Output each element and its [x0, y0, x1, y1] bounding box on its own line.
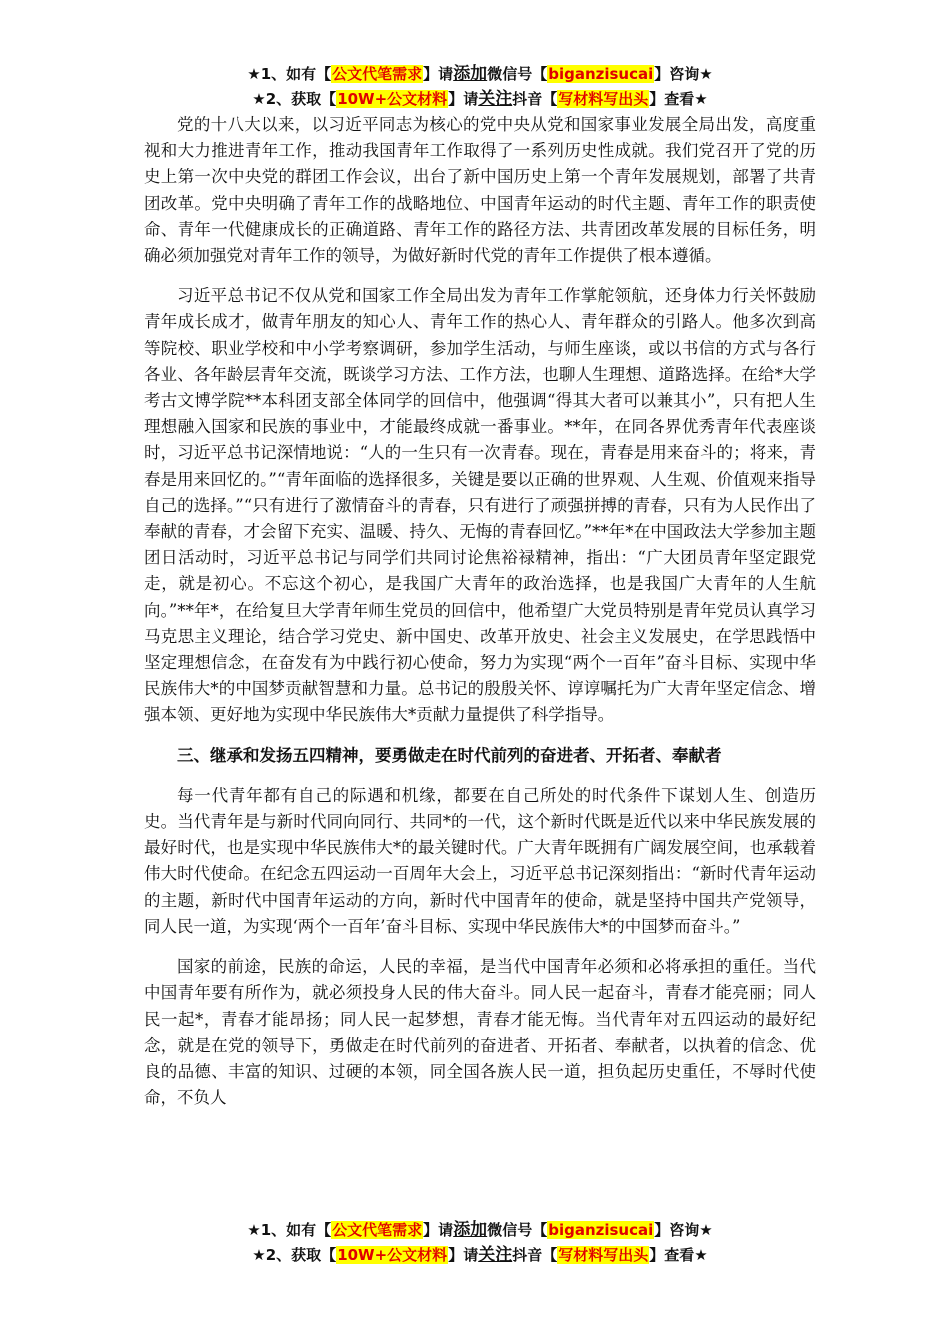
banner-text: 微信号【 [487, 65, 548, 83]
banner-text: ★2、获取【 [252, 1246, 337, 1264]
banner-douyin-id: 写材料写出头 [558, 90, 649, 108]
banner-emphasis: 添加 [453, 64, 488, 84]
banner-highlight: 10W+公文材料 [337, 90, 448, 108]
promo-banner-line-1 [144, 1218, 816, 1243]
promo-banner-line-1 [144, 62, 816, 87]
banner-text: 】查看★ [649, 1246, 708, 1264]
banner-text: 抖音【 [512, 1246, 558, 1264]
banner-text: ★1、如有【 [247, 1221, 332, 1239]
banner-text: 】咨询★ [654, 65, 713, 83]
promo-banner-line-2 [144, 87, 816, 112]
banner-text: 】查看★ [649, 90, 708, 108]
banner-text: 】咨询★ [654, 1221, 713, 1239]
promo-banner-line-2 [144, 1243, 816, 1268]
body-paragraph-3: 每一代青年都有自己的际遇和机缘，都要在自己所处的时代条件下谋划人生、创造历史。当代青年是与新时代同向同行、共同*的一代，这个新时代既是近代以来中华民族发展的最好时代，也是实现中华民族伟大*的最关键时代。广大青年既拥有广阔发展空间，也承载着伟大时代使命。在纪念五四运动一百周年大会上，习近平总书记深刻指出：“新时代青年运动的主题，新时代中国青年运动的方向，新时代中国青年的使命，就是坚持中国共产党领导，同人民一道，为实现‘两个一百年’奋斗目标、实现中华民族伟大*的中国梦而奋斗。” [144, 785, 816, 936]
banner-emphasis: 添加 [453, 1220, 488, 1240]
banner-douyin-id: 写材料写出头 [558, 1246, 649, 1264]
banner-text: ★2、获取【 [252, 90, 337, 108]
banner-text: 】请 [448, 1246, 479, 1264]
document-page [144, 62, 816, 1111]
banner-highlight: 10W+公文材料 [337, 1246, 448, 1264]
banner-highlight: 公文代笔需求 [332, 1221, 423, 1239]
banner-text: ★1、如有【 [247, 65, 332, 83]
banner-text: 】请 [423, 1221, 454, 1239]
banner-text: 抖音【 [512, 90, 558, 108]
banner-text: 】请 [423, 65, 454, 83]
banner-highlight: 公文代笔需求 [332, 65, 423, 83]
footer-banner [144, 1218, 816, 1268]
banner-wechat-id: biganzisucai [548, 1221, 654, 1239]
banner-text: 】请 [448, 90, 479, 108]
body-paragraph-2: 习近平总书记不仅从党和国家工作全局出发为青年工作掌舵领航，还身体力行关怀鼓励青年成长成才，做青年朋友的知心人、青年工作的热心人、青年群众的引路人。他多次到高等院校、职业学校和中小学考察调研，参加学生活动，与师生座谈，或以书信的方式与各行各业、各年龄层青年交流，既谈学习方法、工作方法，也聊人生理想、道路选择。在给*大学考古文博学院**本科团支部全体同学的回信中，他强调“得其大者可以兼其小”，只有把人生理想融入国家和民族的事业中，才能最终成就一番事业。**年，在同各界优秀青年代表座谈时，习近平总书记深情地说：“人的一生只有一次青春。现在，青春是用来奋斗的；将来，青春是用来回忆的。”“青年面临的选择很多，关键是要以正确的世界观、人生观、价值观来指导自己的选择。”“只有进行了激情奋斗的青春，只有进行了顽强拼搏的青春，只有为人民作出了奉献的青春，才会留下充实、温暖、持久、无悔的青春回忆。”**年*在中国政法大学参加主题团日活动时，习近平总书记与同学们共同讨论焦裕禄精神，指出：“广大团员青年坚定跟党走，就是初心。不忘这个初心，是我国广大青年的政治选择，也是我国广大青年的人生航向。”**年*，在给复旦大学青年师生党员的回信中，他希望广大党员特别是青年党员认真学习马克思主义理论，结合学习党史、新中国史、改革开放史、社会主义发展史，在学思践悟中坚定理想信念，在奋发有为中践行初心使命，努力为实现“两个一百年”奋斗目标、实现中华民族伟大*的中国梦贡献智慧和力量。总书记的殷殷关怀、谆谆嘱托为广大青年坚定信念、增强本领、更好地为实现中华民族伟大*贡献力量提供了科学指导。 [144, 286, 816, 725]
body-paragraph-4: 国家的前途，民族的命运，人民的幸福，是当代中国青年必须和必将承担的重任。当代中国青年要有所作为，就必须投身人民的伟大奋斗。同人民一起奋斗，青春才能亮丽；同人民一起*，青春才能昂扬；同人民一起梦想，青春才能无悔。当代青年对五四运动的最好纪念，就是在党的领导下，勇做走在时代前列的奋进者、开拓者、奉献者，以执着的信念、优良的品德、丰富的知识、过硬的本领，同全国各族人民一道，担负起历史重任，不辱时代使命，不负人 [144, 957, 816, 1108]
banner-wechat-id: biganzisucai [548, 65, 654, 83]
body-paragraph-1: 党的十八大以来，以习近平同志为核心的党中央从党和国家事业发展全局出发，高度重视和大力推进青年工作，推动我国青年工作取得了一系列历史性成就。我们党召开了党的历史上第一次中央党的群团工作会议，出台了新中国历史上第一个青年发展规划，部署了共青团改革。党中央明确了青年工作的战略地位、中国青年运动的时代主题、青年工作的职责使命、青年一代健康成长的正确道路、青年工作的路径方法、共青团改革发展的目标任务，明确必须加强党对青年工作的领导，为做好新时代党的青年工作提供了根本遵循。 [144, 115, 816, 266]
banner-emphasis: 关注 [478, 89, 513, 109]
banner-text: 微信号【 [487, 1221, 548, 1239]
banner-emphasis: 关注 [478, 1245, 513, 1265]
section-heading: 三、继承和发扬五四精神，要勇做走在时代前列的奋进者、开拓者、奉献者 [177, 745, 722, 765]
